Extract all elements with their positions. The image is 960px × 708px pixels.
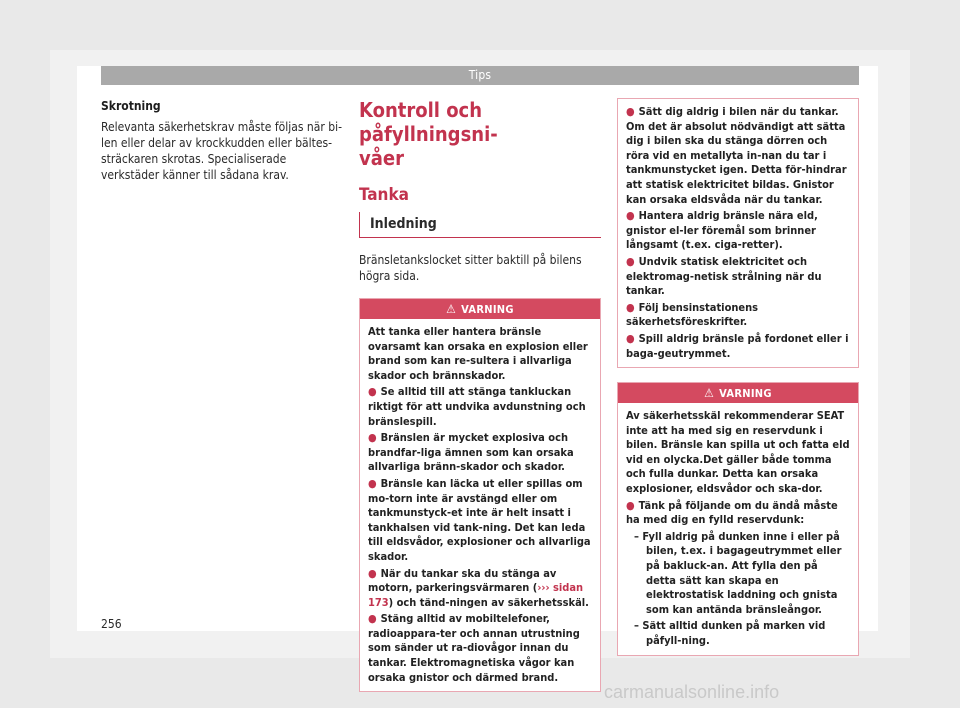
- warning-bullet: ● Spill aldrig bränsle på fordonet eller i baga-geutrymmet.: [626, 331, 849, 360]
- bullet-icon: ●: [626, 105, 635, 118]
- warning-lead: Av säkerhetsskäl rekommenderar SEAT inte att ha med sig en reservdunk i bilen. Bränsle kan spilla ut och fatta eld vid en olycka.Det gäller både tomma och fulla dunkar. Detta kan orsaka explosioner, eldsvådor och ska-dor.: [626, 409, 850, 496]
- warning-bullet: ● Hantera aldrig bränsle nära eld, gnistor el-ler föremål som brinner långsamt (t.ex. ciga-retter).: [626, 209, 818, 252]
- warning-lead: Att tanka eller hantera bränsle ovarsamt kan orsaka en explosion eller brand som kan re-sultera i allvarliga skador och brännskador.: [368, 325, 588, 382]
- warning-body: [618, 403, 858, 655]
- warning-header: [360, 299, 600, 319]
- bullet-icon: ●: [626, 331, 635, 345]
- warning-label: VARNING: [461, 303, 514, 316]
- warning-triangle-icon: ⚠: [704, 386, 715, 401]
- bullet-icon: ●: [368, 431, 377, 445]
- bullet-icon: ●: [368, 612, 377, 626]
- watermark: carmanualsonline.info: [604, 682, 780, 702]
- warning-continued-box: [617, 98, 859, 368]
- left-column: [101, 99, 343, 183]
- bullet-icon: ●: [626, 498, 635, 512]
- warning-bullet: ● Tänk på följande om du ändå måste ha med dig en fylld reservdunk:: [626, 498, 838, 527]
- warning-label: VARNING: [719, 387, 772, 401]
- bullet-icon: ●: [626, 300, 635, 314]
- scrapping-text: Relevanta säkerhetskrav måste följas när bi-len eller delar av krockkudden eller bältes-sträckaren skrotas. Specialiserade verkstäder känner till sådana krav.: [101, 120, 342, 182]
- page-number: 256: [101, 617, 122, 631]
- dash-icon: –: [634, 529, 643, 543]
- warning-triangle-icon: ⚠: [446, 302, 457, 316]
- warning-bullet: ● Sätt dig aldrig i bilen när du tankar. Om det är absolut nödvändigt att sätta dig i bilen ska du stänga dörren och röra vid en metallyta in-nan du tar i tankmunstycket igen. Detta för-hindrar att statisk elektricitet bildas. Gnistor kan orsaka eldsvåda när du tankar.: [626, 105, 847, 206]
- bullet-icon: ●: [368, 476, 377, 490]
- chapter-title-line1: Kontroll och påfyllningsni-: [359, 98, 498, 146]
- warning-dash-item: – Sätt alltid dunken på marken vid påfyll-ning.: [634, 619, 826, 647]
- warning-bullet: ● När du tankar ska du stänga av motorn, parkeringsvärmaren (››› sidan 173) och tänd-ningen av säkerhetsskäl.: [368, 566, 589, 609]
- right-column: [617, 98, 859, 656]
- warning-bullet: ● Bränsle kan läcka ut eller spillas om mo-torn inte är avstängd eller om tankmunstyck-et inte är helt insatt i tankhalsen vid tank-ning. Det kan leda till eldsvådor, explosioner och allvarliga skador.: [368, 476, 591, 563]
- page-reference-link[interactable]: ››› sidan 173: [368, 581, 584, 609]
- warning-body: [360, 319, 600, 691]
- warning-bullet: ● Bränslen är mycket explosiva och brandfar-liga ämnen som kan orsaka allvarliga bränn-skador och skador.: [368, 431, 574, 474]
- warning-bullet: ● Stäng alltid av mobiltelefoner, radioappara-ter och annan utrustning som sänder ut ra-diovågor innan du tankar. Elektromagnetiska vågor kan orsaka gnistor och därmed brand.: [368, 612, 580, 684]
- warning-bullet: ● Undvik statisk elektricitet och elektromag-netisk strålning när du tankar.: [626, 254, 822, 298]
- section-title: Tanka: [359, 185, 409, 205]
- chapter-title: [359, 98, 601, 170]
- subsection-title: Inledning: [359, 212, 601, 238]
- dash-icon: –: [634, 619, 643, 633]
- bullet-icon: ●: [626, 254, 635, 268]
- warning-dash-item: – Fyll aldrig på dunken inne i eller på bilen, t.ex. i bagageutrymmet eller på bakluck-an. Att fylla den på detta sätt kan skapa en elektrostatisk laddning och gnista som kan antända bränsleångor.: [634, 529, 842, 616]
- middle-column: [359, 98, 601, 692]
- warning-bullet: ● Se alltid till att stänga tankluckan riktigt för att undvika avdunstning och bränslespill.: [368, 385, 586, 428]
- bullet-icon: ●: [626, 209, 635, 223]
- bullet-icon: ●: [368, 385, 377, 399]
- warning-box-fuel-can: [617, 382, 859, 656]
- warning-bullet: ● Följ bensinstationens säkerhetsföreskrifter.: [626, 300, 759, 329]
- chapter-title-line2: våer: [359, 146, 404, 170]
- section-tab-tips: Tips: [101, 66, 859, 85]
- scrapping-heading: Skrotning: [101, 99, 161, 113]
- warning-box: [359, 298, 601, 692]
- intro-text: Bränsletankslocket sitter baktill på bilens högra sida.: [359, 253, 582, 283]
- warning-header: [618, 383, 858, 403]
- bullet-icon: ●: [368, 566, 377, 580]
